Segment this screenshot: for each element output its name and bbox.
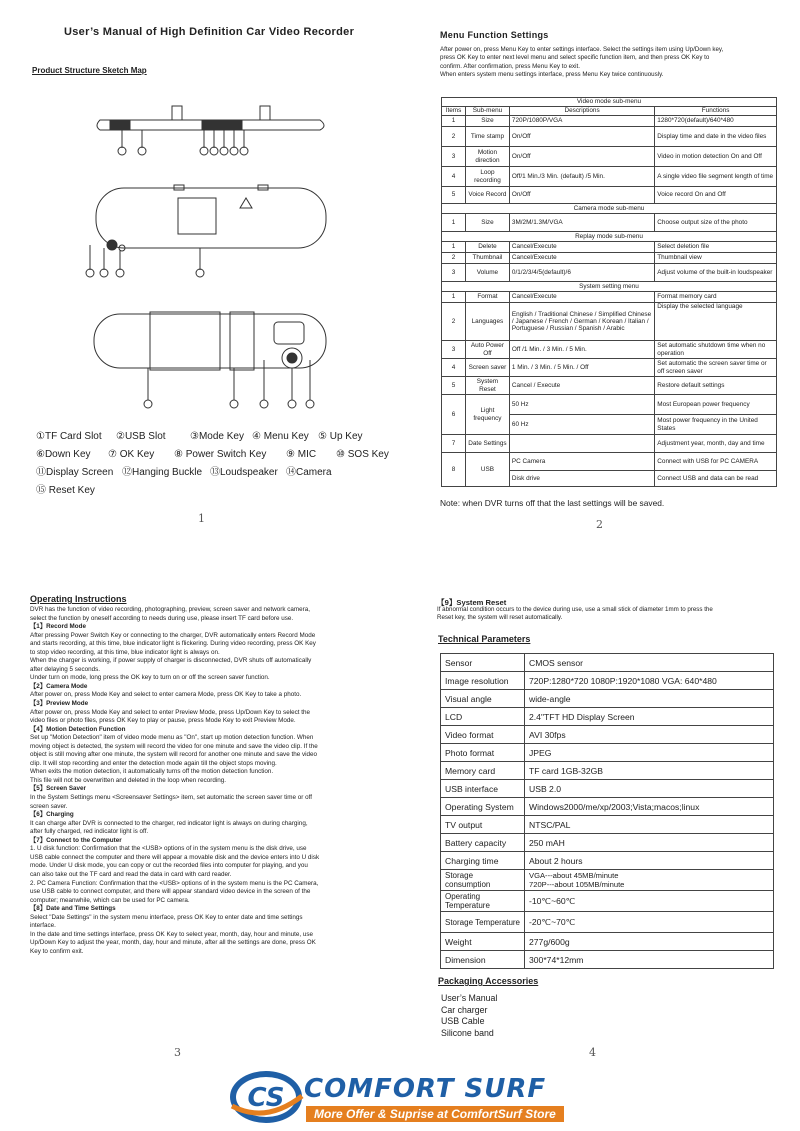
store-name: COMFORT SURF <box>304 1074 547 1104</box>
param-value: Windows2000/me/xp/2003;Vista;macos;linux <box>525 798 774 816</box>
table-row <box>442 187 777 204</box>
store-logo <box>226 1066 306 1128</box>
cell: 2 <box>442 253 466 264</box>
cell: Off /1 Min. / 3 Min. / 5 Min. <box>509 341 654 359</box>
cell: 3 <box>442 341 466 359</box>
instruction-line: After power on, press Mode Key and select to enter camera Mode, press OK Key to take a photo. <box>30 691 302 699</box>
param-name: Photo format <box>441 744 525 762</box>
instruction-line: 1. U disk function: Confirmation that the <USB> options of in the system menu is the disk drive, use <box>30 845 307 853</box>
legend-item: ⑩ SOS Key <box>336 449 389 460</box>
instruction-heading: 【7】Connect to the Computer <box>30 836 122 844</box>
legend-item: ⑬Loudspeaker <box>210 467 278 478</box>
technical-parameters-title: Technical Parameters <box>438 634 531 644</box>
cell: Connect USB and data can be read <box>655 471 777 487</box>
cell: 720P/1080P/VGA <box>509 116 654 127</box>
product-sketch <box>70 90 340 420</box>
cell: Light frequency <box>465 395 509 435</box>
list-item: Car charger <box>441 1004 488 1015</box>
cell: 8 <box>442 453 466 487</box>
cell: 1 <box>442 242 466 253</box>
instruction-line: moving object is detected, the system will record the video for one minute and save the video clip. If the <box>30 742 318 750</box>
video-submenu-title: Video mode sub-menu <box>442 98 777 107</box>
param-name: Storage consumption <box>441 870 525 891</box>
cell: Adjust volume of the built-in loudspeaker <box>655 264 777 282</box>
param-value: 250 mAH <box>525 834 774 852</box>
table-row <box>442 377 777 395</box>
legend-item: ⑨ MIC <box>286 449 317 460</box>
table-row <box>442 303 777 341</box>
param-name: Image resolution <box>441 672 525 690</box>
cell: 2 <box>442 127 466 147</box>
instruction-line: In the date and time settings interface, press OK Key to select year, month, day, hour and minute, use <box>30 930 314 938</box>
cell: On/Off <box>509 187 654 204</box>
table-row <box>441 744 774 762</box>
instruction-line: When exits the motion detection, it automatically turns off the motion detection function. <box>30 768 274 776</box>
cell: A single video file segment length of time <box>655 167 777 187</box>
table-row <box>441 933 774 951</box>
table-row <box>441 762 774 780</box>
table-row <box>441 870 774 891</box>
param-value: 277g/600g <box>525 933 774 951</box>
instruction-line: Under turn on mode, long press the OK key to turn on or off the screen saver function. <box>30 674 270 682</box>
packaging-accessories-title: Packaging Accessories <box>438 976 539 986</box>
cell: Most European power frequency <box>655 395 777 415</box>
legend-item: ③Mode Key <box>190 431 244 442</box>
technical-parameters-table <box>440 653 774 969</box>
table-row <box>442 395 777 415</box>
cell: Volume <box>465 264 509 282</box>
table-row <box>441 780 774 798</box>
store-banner <box>226 1066 786 1128</box>
col-header: Functions <box>655 107 777 116</box>
param-name: Weight <box>441 933 525 951</box>
table-row <box>442 264 777 282</box>
param-value: 720P:1280*720 1080P:1920*1080 VGA: 640*480 <box>525 672 774 690</box>
cell: 50 Hz <box>509 395 654 415</box>
cell: Voice record On and Off <box>655 187 777 204</box>
table-row <box>442 214 777 232</box>
param-value: JPEG <box>525 744 774 762</box>
list-item: User’s Manual <box>441 993 498 1003</box>
intro-line: When enters system menu settings interface, press Menu Key twice continuously. <box>440 71 664 79</box>
cell: English / Traditional Chinese / Simplified Chinese / Japanese / French / German / Korean / Italian / Portuguese / Russian / Spanish / Arabic <box>509 303 654 341</box>
table-row <box>441 690 774 708</box>
param-name: Battery capacity <box>441 834 525 852</box>
instruction-line: Select "Date Settings" in the system menu interface, press OK Key to enter date and time settings <box>30 913 303 921</box>
instruction-line: When the charger is working, if power supply of charger is disconnected, DVR shuts off automatically <box>30 657 312 665</box>
cell: Off/1 Min./3 Min. (default) /5 Min. <box>509 167 654 187</box>
cell: On/Off <box>509 127 654 147</box>
cell: Choose output size of the photo <box>655 214 777 232</box>
cell: 1 <box>442 116 466 127</box>
page-number: 3 <box>174 1046 181 1059</box>
table-row <box>442 453 777 471</box>
param-name: Video format <box>441 726 525 744</box>
cell: Select deletion file <box>655 242 777 253</box>
col-header: Sub-menu <box>465 107 509 116</box>
param-value: VGA---about 45MB/minute 720P---about 105MB/minute <box>525 870 774 891</box>
table-row <box>441 798 774 816</box>
front-display <box>178 198 216 234</box>
cell: 3M/2M/1.3M/VGA <box>509 214 654 232</box>
cell: Format <box>465 292 509 303</box>
table-row <box>441 816 774 834</box>
param-value: NTSC/PAL <box>525 816 774 834</box>
cell: 7 <box>442 435 466 453</box>
cell: 6 <box>442 395 466 435</box>
cell: Voice Record <box>465 187 509 204</box>
cell: On/Off <box>509 147 654 167</box>
instruction-line: select the function by oneself according to needs during use, please insert TF card before use. <box>30 614 294 622</box>
list-item: Silicone band <box>441 1027 494 1038</box>
legend-item: ⑥Down Key <box>36 449 91 460</box>
param-name: Charging time <box>441 852 525 870</box>
menu-intro <box>440 46 785 80</box>
table-row <box>442 116 777 127</box>
legend-item: ⑦ OK Key <box>108 449 155 460</box>
cell: Restore default settings <box>655 377 777 395</box>
intro-line: press OK Key to enter next level menu and select specific function item, and then press OK Key to <box>440 54 710 62</box>
legend-item: ⑭Camera <box>286 467 332 478</box>
instruction-line: screen saver. <box>30 802 68 810</box>
table-row <box>442 253 777 264</box>
cell: Cancel/Execute <box>509 242 654 253</box>
cell: Size <box>465 116 509 127</box>
reset-line: If abnormal condition occurs to the device during use, use a small stick of diameter 1mm to press the <box>437 606 713 613</box>
instruction-line: video files or photo files, press OK Key to play or pause, press Mode Key to exit Preview Mode. <box>30 717 296 725</box>
table-row <box>441 891 774 912</box>
table-row <box>442 435 777 453</box>
legend-item: ⑫Hanging Buckle <box>122 467 203 478</box>
legend-row <box>36 428 396 446</box>
instruction-heading: 【1】Record Mode <box>30 623 86 631</box>
instruction-line: clip. It will stop recording and enter the detection mode again till the object stops moving. <box>30 759 277 767</box>
legend-row <box>36 446 396 464</box>
legend-item: ④ Menu Key <box>252 431 309 442</box>
param-name: Memory card <box>441 762 525 780</box>
cell: PC Camera <box>509 453 654 471</box>
param-name: Sensor <box>441 654 525 672</box>
replay-submenu-title: Replay mode sub-menu <box>442 232 777 242</box>
legend-item: ②USB Slot <box>116 431 166 442</box>
table-row <box>441 912 774 933</box>
cell: 1280*720(default)/640*480 <box>655 116 777 127</box>
param-name: Operating System <box>441 798 525 816</box>
cell: Connect with USB for PC CAMERA <box>655 453 777 471</box>
param-value: -20℃~70℃ <box>525 912 774 933</box>
param-value: wide-angle <box>525 690 774 708</box>
param-value: CMOS sensor <box>525 654 774 672</box>
table-row <box>441 852 774 870</box>
instruction-line: It can charge after DVR is connected to the charger, red indicator light is always on during charging, <box>30 819 308 827</box>
instruction-line: Key to confirm exit. <box>30 947 84 955</box>
col-header: Descriptions <box>509 107 654 116</box>
param-value: AVI 30fps <box>525 726 774 744</box>
cell: System Reset <box>465 377 509 395</box>
table-row <box>442 341 777 359</box>
side-mount-right <box>260 106 270 120</box>
cell: Cancel/Execute <box>509 292 654 303</box>
cell: Motion direction <box>465 147 509 167</box>
cell: Time stamp <box>465 127 509 147</box>
param-value: 2.4"TFT HD Display Screen <box>525 708 774 726</box>
table-row <box>441 654 774 672</box>
logo-text: CS <box>247 1083 285 1113</box>
instruction-line: and starts recording, at this time, blue indicator light is flickering. During video recording, press OK Key <box>30 640 316 648</box>
sketch-map-title: Product Structure Sketch Map <box>32 66 147 75</box>
param-name: Storage Temperature <box>441 912 525 933</box>
instruction-line: mode. Under U disk mode, you can copy or cut the recorded files into computer for playing, and you <box>30 862 308 870</box>
param-name: USB interface <box>441 780 525 798</box>
cell: Display the selected language <box>655 303 777 341</box>
camera-submenu-title: Camera mode sub-menu <box>442 204 777 214</box>
legend-item: ⑤ Up Key <box>318 431 363 442</box>
table-row <box>441 726 774 744</box>
instruction-heading: 【6】Charging <box>30 811 74 819</box>
cell: Delete <box>465 242 509 253</box>
instruction-heading: 【4】Motion Detection Function <box>30 725 126 733</box>
instruction-line: In the System Settings menu <Screensaver Settings> item, set automatic the screen saver time or off <box>30 794 312 802</box>
instruction-line: 2. PC Camera Function: Confirmation that the <USB> options of in the system menu is the PC Camera, <box>30 879 319 887</box>
back-speaker-grill <box>274 322 304 344</box>
param-name: Operating Temperature <box>441 891 525 912</box>
instruction-line: after fully charged, red indicator light is off. <box>30 828 149 836</box>
instruction-line: use USB cable to connect computer, and there will appear standard video device in the screen of the <box>30 888 311 896</box>
instruction-heading: 【5】Screen Saver <box>30 785 87 793</box>
cell: 1 Min. / 3 Min. / 5 Min. / Off <box>509 359 654 377</box>
instruction-line: This file will not be overwritten and deleted in the loop when recording. <box>30 776 227 784</box>
cell: Disk drive <box>509 471 654 487</box>
cell: Thumbnail view <box>655 253 777 264</box>
cell: Cancel/Execute <box>509 253 654 264</box>
table-row <box>442 147 777 167</box>
instruction-line: USB cable connect the computer and there will appear a movable disk and the device enters into U disk <box>30 853 320 861</box>
instruction-line: to stop video recording, at this time, blue indicator light is always on. <box>30 648 220 656</box>
page-number: 2 <box>596 518 603 531</box>
table-row <box>441 708 774 726</box>
cell: 3 <box>442 147 466 167</box>
cell: Format memory card <box>655 292 777 303</box>
cell: 0/1/2/3/4/5(default)/6 <box>509 264 654 282</box>
side-mount-left <box>172 106 182 120</box>
instruction-line: DVR has the function of video recording, photographing, preview, screen saver and network camera, <box>30 606 311 613</box>
legend-item: ⑮ Reset Key <box>36 485 95 496</box>
manual-title: User’s Manual of High Definition Car Video Recorder <box>64 26 355 38</box>
instruction-heading: 【2】Camera Mode <box>30 682 88 690</box>
param-name: LCD <box>441 708 525 726</box>
intro-line: After power on, press Menu Key to enter settings interface. Select the settings item using Up/Down key, <box>440 46 724 53</box>
table-row <box>442 167 777 187</box>
param-value: USB 2.0 <box>525 780 774 798</box>
instruction-line: interface. <box>30 922 56 930</box>
cell: Thumbnail <box>465 253 509 264</box>
packaging-list <box>441 993 497 1039</box>
param-name: TV output <box>441 816 525 834</box>
cell: 1 <box>442 292 466 303</box>
page-number: 1 <box>198 512 205 525</box>
table-row <box>441 672 774 690</box>
cell: Cancel / Execute <box>509 377 654 395</box>
cell: Date Settings <box>465 435 509 453</box>
param-value: About 2 hours <box>525 852 774 870</box>
cell: 5 <box>442 187 466 204</box>
menu-settings-title: Menu Function Settings <box>440 30 549 40</box>
instruction-line: After power on, press Mode Key and select to enter Preview Mode, press Up/Down Key to select the <box>30 708 310 716</box>
param-name: Visual angle <box>441 690 525 708</box>
cell: Languages <box>465 303 509 341</box>
operating-instructions <box>30 606 386 956</box>
reset-line: Reset key, the system will reset automatically. <box>437 614 563 622</box>
cell: Auto Power Off <box>465 341 509 359</box>
legend-item: ⑧ Power Switch Key <box>174 449 267 460</box>
cell: Most power frequency in the United States <box>655 415 777 435</box>
param-name: Dimension <box>441 951 525 969</box>
store-tagline: More Offer & Suprise at ComfortSurf Store <box>306 1106 564 1122</box>
settings-note: Note: when DVR turns off that the last settings will be saved. <box>440 498 665 508</box>
parts-legend <box>36 428 396 500</box>
operating-instructions-title: Operating Instructions <box>30 594 127 604</box>
instruction-line: can also take out the TF card and read the data in card with card reader. <box>30 870 232 878</box>
cell: Set automatic shutdown time when no operation <box>655 341 777 359</box>
table-row <box>442 359 777 377</box>
table-row <box>442 292 777 303</box>
page-number: 4 <box>589 1046 596 1059</box>
cell: 60 Hz <box>509 415 654 435</box>
cell: 3 <box>442 264 466 282</box>
legend-item: ⑪Display Screen <box>36 467 114 478</box>
system-reset-title: 【9】System Reset <box>437 598 507 607</box>
param-value: -10℃~60℃ <box>525 891 774 912</box>
col-header: Items <box>442 107 466 116</box>
instruction-line: computer; meanwhile, which can be used for PC camera. <box>30 896 190 904</box>
cell: Size <box>465 214 509 232</box>
param-value: 300*74*12mm <box>525 951 774 969</box>
table-row <box>442 127 777 147</box>
table-row <box>441 834 774 852</box>
instruction-heading: 【8】Date and Time Settings <box>30 905 116 913</box>
system-reset-text <box>437 606 787 623</box>
cell: Loop recording <box>465 167 509 187</box>
instruction-line: Up/Down Key to adjust the year, month, day, hour and minute, after all the settings are done, press OK <box>30 939 316 947</box>
front-view-body <box>96 188 326 248</box>
cell <box>509 435 654 453</box>
instruction-line: after delaying 5 seconds. <box>30 665 101 673</box>
cell: 2 <box>442 303 466 341</box>
instruction-line: Set up "Motion Detection" item of video mode menu as "On", start up motion detection function. When <box>30 734 314 742</box>
cell: Display time and date in the video files <box>655 127 777 147</box>
instruction-line: object is still moving after one minute, the system will record for another one minute and save the video <box>30 751 318 759</box>
instruction-line: After pressing Power Switch Key or connecting to the charger, DVR automatically enters Record Mode <box>30 631 316 639</box>
legend-item: ①TF Card Slot <box>36 431 102 442</box>
table-row <box>441 951 774 969</box>
param-value: TF card 1GB-32GB <box>525 762 774 780</box>
cell: USB <box>465 453 509 487</box>
instruction-heading: 【3】Preview Mode <box>30 700 89 708</box>
system-menu-title: System setting menu <box>442 282 777 292</box>
cell: Screen saver <box>465 359 509 377</box>
table-row <box>442 242 777 253</box>
cell: 5 <box>442 377 466 395</box>
legend-row <box>36 464 396 500</box>
cell: 1 <box>442 214 466 232</box>
cell: Set automatic the screen saver time or off screen saver <box>655 359 777 377</box>
menu-table <box>441 97 777 487</box>
cell: Adjustment year, month, day and time <box>655 435 777 453</box>
list-item: USB Cable <box>441 1016 485 1026</box>
cell: 4 <box>442 167 466 187</box>
cell: Video in motion detection On and Off <box>655 147 777 167</box>
cell: 4 <box>442 359 466 377</box>
intro-line: confirm. After confirmation, press Menu Key to exit. <box>440 62 580 70</box>
